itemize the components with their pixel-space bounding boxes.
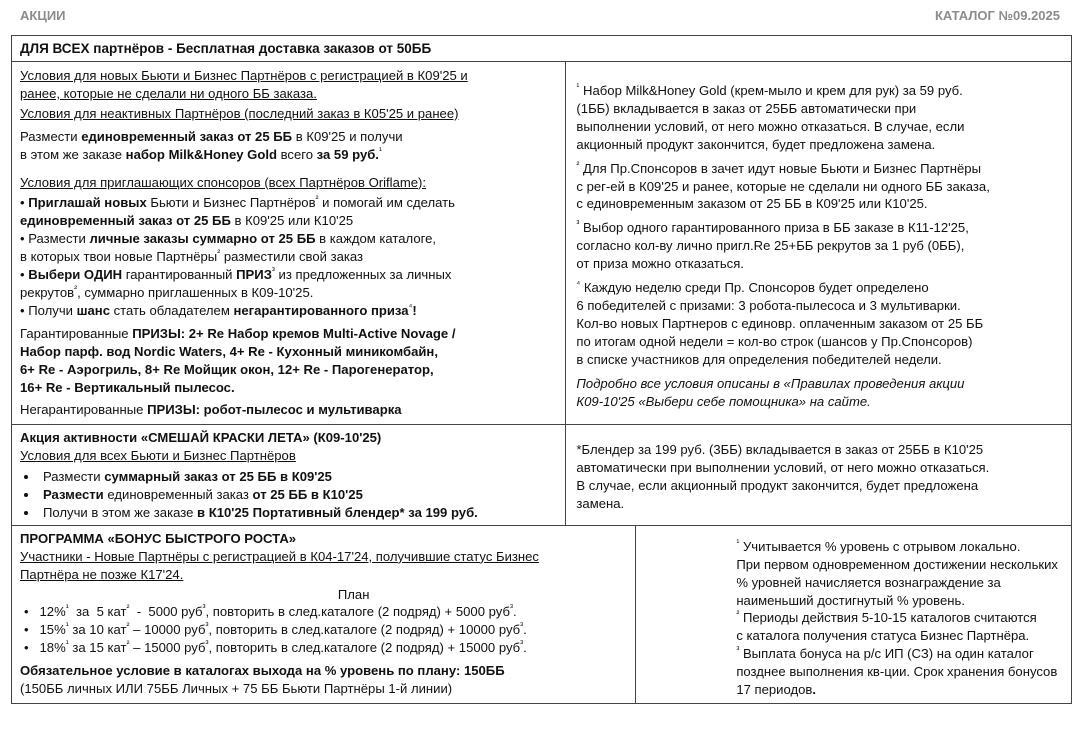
footnote-ref: ¹: [65, 638, 69, 649]
footnote-ref: ¹: [65, 621, 69, 632]
sponsor-bullet4: [20, 302, 557, 320]
prizes-line3: [20, 361, 557, 379]
text: % уровней начисляется вознаграждение за: [736, 574, 1001, 590]
text: 12%: [39, 604, 66, 620]
text: Кол-во новых Партнеров с единовр. оплаченным заказом от 25 ББ: [576, 315, 984, 331]
footnote-mark: ⁴: [576, 278, 581, 289]
footnote-ref: ³: [520, 638, 524, 649]
section3-left-cell: [12, 525, 636, 703]
section2-subtitle: Условия для всех Бьюти и Бизнес Партнёров: [20, 448, 296, 464]
text: в каждом каталоге,: [315, 231, 437, 247]
text-bold: шанс: [76, 302, 110, 318]
footnote-ref: ⁴: [408, 301, 413, 312]
text: Гарантированные: [20, 325, 133, 341]
text: *Блендер за 199 руб. (3ББ) вкладывается в заказ от 25ББ в К10'25: [576, 442, 984, 458]
text-bold: Приглашай новых: [28, 195, 147, 211]
bonus-note2: [736, 609, 1061, 645]
text: в этом же заказе: [20, 146, 126, 162]
text: – 15000 руб: [129, 640, 206, 656]
nonguaranteed-prizes: [20, 401, 557, 419]
text: от приза можно отказаться.: [576, 256, 744, 272]
footnote-ref: ²: [315, 194, 319, 205]
text: единовременный заказ: [103, 487, 253, 503]
footnote-mark: ¹: [736, 537, 740, 548]
footnote-ref: ²: [126, 638, 130, 649]
page-header: [0, 0, 1080, 36]
sponsors-title: Условия для приглашающих спонсоров (всех Партнёров Oriflame):: [20, 174, 427, 190]
text-bold: Набор парф. вод Nordic Waters, 4+ Re - Кухонный миникомбайн,: [20, 343, 438, 359]
footnote-ref: ²: [74, 283, 78, 294]
text: , повторить в след.каталоге (2 подряд) + 15000 руб: [208, 640, 521, 656]
text: (1ББ) вкладывается в заказ от 25ББ автоматически при: [576, 100, 917, 116]
cond-new-line1: Условия для новых Бьюти и Бизнес Партнёров с регистрацией в К09'25 и: [20, 68, 468, 83]
footnote-mark: ²: [576, 159, 580, 170]
footnote-ref: ³: [202, 603, 206, 614]
text: • Размести: [20, 231, 90, 247]
text: с единовременным заказом от 25 ББ в К09'25 или К10'25.: [576, 196, 928, 212]
list-item: [39, 504, 557, 522]
text: с каталога получения статуса Бизнес Партнёра.: [736, 628, 1030, 644]
text: - 5000 руб: [129, 604, 203, 620]
section3-right-cell: [636, 525, 1072, 703]
text: 18%: [39, 640, 66, 656]
text-bold: Размести: [43, 487, 104, 503]
participants-line1: Участники - Новые Партнёры с регистрацией в К04-17'24, получившие статус Бизнес: [20, 548, 539, 564]
text: Негарантированные: [20, 402, 148, 418]
text-bold: суммарный заказ от 25 ББ в К09'25: [104, 469, 332, 485]
footnote-mark: ³: [576, 218, 580, 229]
list-item: [39, 486, 557, 504]
text: , повторить в след.каталоге (2 подряд) + 10000 руб: [208, 622, 521, 638]
section2-title: Акция активности «СМЕШАЙ КРАСКИ ЛЕТА» (К09-10'25): [20, 430, 382, 446]
text-bold: ПРИЗЫ: 2+ Re Набор кремов Multi-Active Novage /: [132, 325, 456, 341]
plan-row: [20, 621, 627, 639]
text: в которых твои новые Партнёры: [20, 249, 218, 265]
bullet: •: [24, 604, 29, 620]
text: 6 победителей с призами: 3 робота-пылесоса и 3 мультиварки.: [576, 297, 961, 313]
text: наименьший достигнутый % уровень.: [736, 592, 965, 608]
text-bold: негарантированного приза: [233, 302, 409, 318]
text: Для Пр.Спонсоров в зачет идут новые Бьюти и Бизнес Партнёры: [579, 160, 981, 176]
text: 17 периодов: [736, 682, 813, 698]
text: замена.: [576, 496, 625, 512]
text: за 15 кат: [68, 640, 127, 656]
text: В случае, если акционный продукт закончится, будет предложена: [576, 478, 979, 494]
blender-note: [576, 441, 1061, 513]
sponsor-bullet3-line2: [20, 284, 557, 302]
text: в списке участников для определения победителей недели.: [576, 351, 942, 367]
text: Каждую неделю среди Пр. Спонсоров будет определено: [580, 280, 929, 296]
note4: [576, 279, 1061, 369]
text: за 5 кат: [68, 604, 127, 620]
text: К09-10'25 «Выбери себе помощника» на сайте.: [576, 393, 871, 409]
bonus-note3: [736, 645, 1061, 699]
footnote-ref: ³: [205, 638, 209, 649]
text: Бьюти и Бизнес Партнёров: [146, 195, 316, 211]
text-bold: ПРИЗ: [236, 267, 272, 283]
place-order-line1: [20, 128, 557, 146]
text-bold: набор Milk&Honey Gold: [125, 146, 277, 162]
bullet: •: [24, 622, 29, 638]
text: Выплата бонуса на р/с ИП (СЗ) на один каталог: [739, 646, 1034, 662]
text: • Получи: [20, 302, 77, 318]
text: 15%: [39, 622, 66, 638]
text: и помогай им сделать: [318, 195, 455, 211]
section1-left-cell: [12, 62, 566, 425]
text: рекрутов: [20, 284, 75, 300]
catalog-number: КАТАЛОГ №09.2025: [934, 8, 1060, 23]
footnote-ref: ³: [509, 603, 513, 614]
sponsor-bullet2-line2: [20, 248, 557, 266]
text-bold: 6+ Re - Аэрогриль, 8+ Re Мойщик окон, 12+ Re - Парогенератор,: [20, 361, 434, 377]
text: выполнении условий, от него можно отказаться. В случае, если: [576, 118, 965, 134]
section1-title: ДЛЯ ВСЕХ партнёров - Бесплатная доставка заказов от 50ББ: [12, 36, 1072, 62]
footnote-mark: ²: [736, 609, 740, 620]
text-bold: от 25 ББ в К10'25: [252, 487, 363, 503]
text: .: [523, 640, 527, 656]
text: из предложенных за личных: [274, 267, 452, 283]
footnote-ref: ¹: [65, 603, 69, 614]
text-bold: .: [812, 682, 816, 698]
text: Периоды действия 5-10-15 каталогов считаются: [739, 610, 1037, 626]
text: автоматически при выполнении условий, от него можно отказаться.: [576, 460, 990, 476]
text: Учитывается % уровень с отрывом локально.: [739, 538, 1021, 554]
section3-title: ПРОГРАММА «БОНУС БЫСТРОГО РОСТА»: [20, 530, 297, 546]
footnote-ref: ³: [520, 621, 524, 632]
prizes-line1: [20, 325, 557, 343]
footnote-ref: ¹: [378, 145, 382, 156]
text-bold: единовременный заказ от 25 ББ: [81, 128, 293, 144]
text: разместили свой заказ: [220, 249, 364, 265]
cond-new-line2: ранее, которые не сделали ни одного ББ заказа.: [20, 85, 317, 101]
text: в К09'25 и получи: [292, 128, 403, 144]
text: .: [523, 622, 527, 638]
promotions-table: [11, 35, 1072, 704]
mandatory-condition-detail: (150ББ личных ИЛИ 75ББ Личных + 75 ББ Бьюти Партнёры 1-й линии): [20, 681, 453, 697]
sponsor-bullet1-line1: [20, 194, 557, 212]
footnote-ref: ²: [217, 247, 221, 258]
rules-note: [576, 375, 1061, 411]
note1: [576, 82, 1061, 154]
section1-right-cell: [566, 62, 1072, 425]
sponsor-bullet1-line2: [20, 212, 557, 230]
text: Размести: [20, 128, 82, 144]
footnote-mark: ³: [736, 644, 740, 655]
footnote-ref: ³: [271, 265, 275, 276]
text-bold: 16+ Re - Вертикальный пылесос.: [20, 379, 235, 395]
cond-inactive: Условия для неактивных Партнёров (последний заказ в К05'25 и ранее): [20, 105, 459, 121]
text: в К09'25 или К10'25: [230, 213, 354, 229]
sponsor-bullet2-line1: [20, 230, 557, 248]
text: стать обладателем: [109, 302, 234, 318]
text-bold: единовременный заказ от 25 ББ: [20, 213, 231, 229]
text: – 10000 руб: [129, 622, 206, 638]
participants-line2: Партнёра не позже К17'24.: [20, 566, 184, 582]
text: При первом одновременном достижении нескольких: [736, 556, 1058, 572]
section-label: АКЦИИ: [20, 8, 66, 23]
text: с рег-ей в К09'25 и ранее, которые не сделали ни одного ББ заказа,: [576, 178, 990, 194]
list-item: [39, 468, 557, 486]
text: позднее выполнения кв-ции. Срок хранения бонусов: [736, 664, 1058, 680]
footnote-ref: ²: [126, 621, 130, 632]
section2-list: [20, 468, 557, 522]
footnote-mark: ¹: [576, 81, 580, 92]
prizes-line4: [20, 379, 557, 397]
text: за 10 кат: [68, 622, 127, 638]
text: гарантированный: [122, 267, 237, 283]
section2-left-cell: [12, 425, 566, 526]
note3: [576, 219, 1061, 273]
footnote-ref: ²: [126, 603, 130, 614]
plan-row: [20, 603, 627, 621]
footnote-ref: ³: [205, 621, 209, 632]
text-bold: ПРИЗЫ: робот-пылесос и мультиварка: [147, 402, 402, 418]
text: акционный продукт закончится, будет предложена замена.: [576, 136, 936, 152]
mandatory-condition: Обязательное условие в каталогах выхода на % уровень по плану: 150ББ: [20, 663, 505, 679]
text: , повторить в след.каталоге (2 подряд) + 5000 руб: [205, 604, 510, 620]
text: всего: [276, 146, 317, 162]
text: , суммарно приглашенных в К09-10'25.: [77, 284, 314, 300]
sponsor-bullet3-line1: [20, 266, 557, 284]
place-order-line2: [20, 146, 557, 164]
prizes-line2: [20, 343, 557, 361]
text-bold: в К10'25 Портативный блендер* за 199 руб.: [197, 504, 478, 520]
bonus-note1: [736, 538, 1061, 610]
text: Получи в этом же заказе: [43, 504, 198, 520]
bullet: •: [20, 195, 29, 211]
text: согласно кол-ву лично пригл.Re 25+ББ рекрутов за 1 руб (0ББ),: [576, 238, 965, 254]
plan-label: План: [337, 586, 370, 602]
text-bold: !: [412, 302, 417, 318]
text-bold: личные заказы суммарно от 25 ББ: [89, 231, 316, 247]
section2-right-cell: [566, 425, 1072, 526]
text: Размести: [43, 469, 105, 485]
text-bold: Выбери ОДИН: [28, 267, 123, 283]
bullet: •: [24, 640, 29, 656]
text-bold: за 59 руб.: [316, 146, 379, 162]
text: .: [512, 604, 517, 620]
text: Набор Milk&Honey Gold (крем-мыло и крем для рук) за 59 руб.: [579, 83, 963, 98]
plan-row: [20, 639, 627, 657]
text: по итогам одной недели = кол-во строк (шансов у Пр.Спонсоров): [576, 333, 973, 349]
text: Подробно все условия описаны в «Правилах проведения акции: [576, 375, 965, 391]
bullet: •: [20, 267, 29, 283]
note2: [576, 160, 1061, 214]
text: Выбор одного гарантированного приза в ББ заказе в К11-12'25,: [579, 220, 969, 236]
